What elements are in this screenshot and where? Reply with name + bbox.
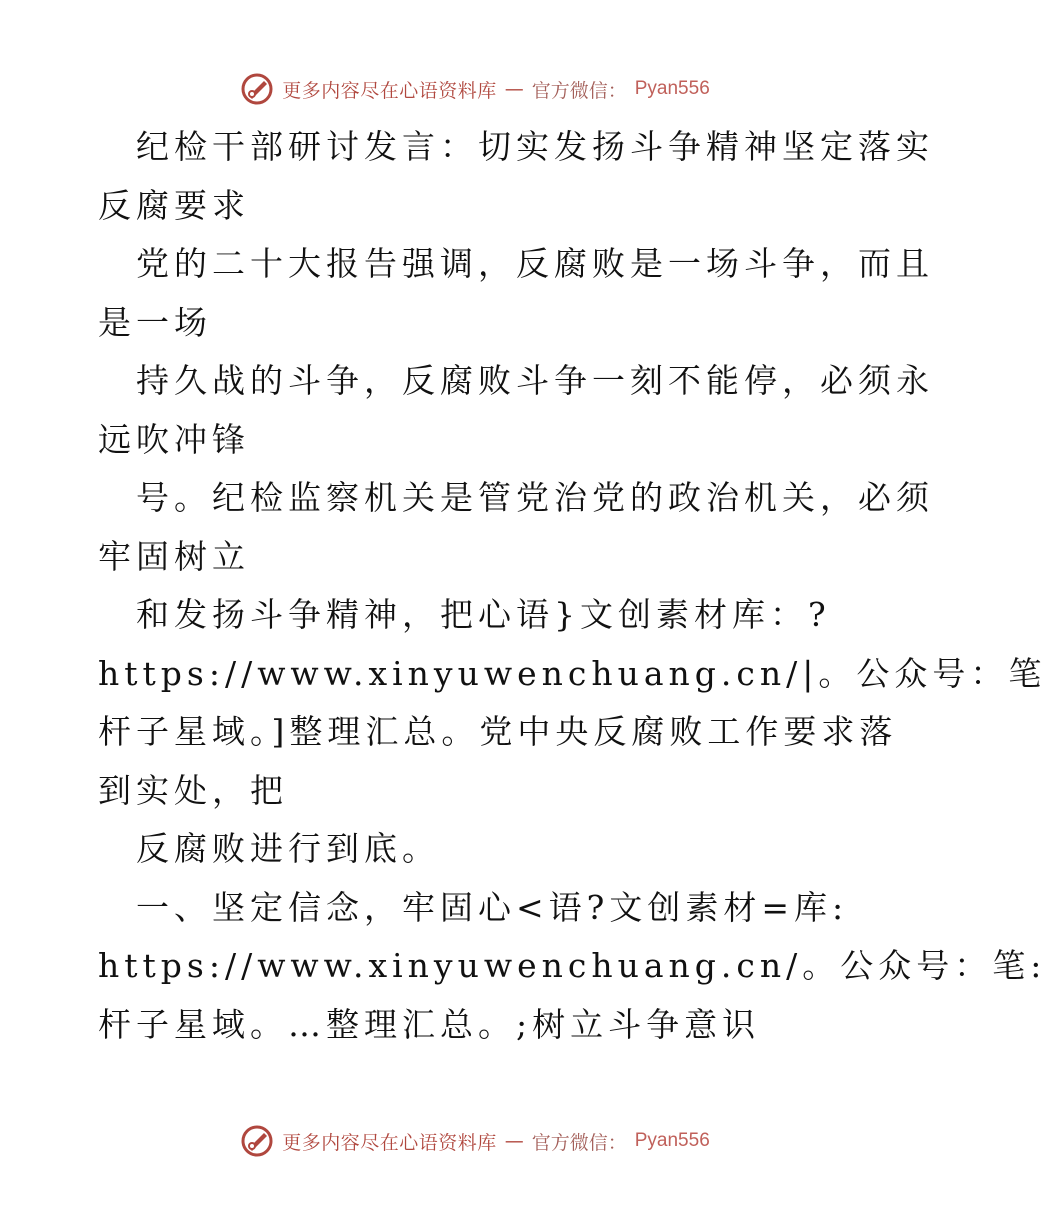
body-line: 反腐败进行到底。	[136, 829, 440, 868]
footer-banner	[0, 1124, 950, 1158]
body-line-url: https://www.xinyuwenchuang.cn/。公众号：笔:	[98, 946, 1046, 985]
body-line-url: https://www.xinyuwenchuang.cn/|。公众号：笔	[98, 653, 1046, 693]
banner-wechat-id: Pyan556	[634, 78, 710, 99]
banner-wechat-label: 官方微信：	[531, 79, 627, 102]
body-line: 远吹冲锋	[98, 419, 250, 459]
body-line: 是一场	[98, 302, 212, 342]
banner-wechat-id: Pyan556	[634, 1130, 710, 1151]
body-line: 牢固树立	[98, 536, 250, 576]
body-line: 杆子星域。…整理汇总。;树立斗争意识	[98, 1004, 761, 1044]
banner-dash: —	[504, 78, 524, 100]
body-line: 持久战的斗争，反腐败斗争一刻不能停，必须永	[136, 361, 934, 400]
header-banner	[0, 72, 950, 106]
banner-wechat-label: 官方微信：	[531, 1131, 627, 1154]
document-body	[98, 118, 1046, 1054]
body-line: 到实处，把	[98, 770, 288, 810]
section-heading-line: 一、坚定信念，牢固心<语?文创素材=库:	[136, 887, 849, 927]
banner-dash: —	[504, 1130, 524, 1152]
body-line: 和发扬斗争精神，把心语}文创素材库：?	[136, 595, 831, 634]
banner-text: 更多内容尽在心语资料库	[282, 1131, 497, 1154]
body-line: 党的二十大报告强调，反腐败是一场斗争，而且	[136, 244, 934, 283]
red-seal-logo-icon	[240, 1124, 274, 1158]
body-line: 杆子星域。]整理汇总。党中央反腐败工作要求落	[98, 712, 898, 751]
title-line-1: 纪检干部研讨发言：切实发扬斗争精神坚定落实	[136, 127, 934, 166]
red-seal-logo-icon	[240, 72, 274, 106]
banner-text: 更多内容尽在心语资料库	[282, 79, 497, 102]
title-line-2: 反腐要求	[98, 185, 250, 225]
body-line: 号。纪检监察机关是管党治党的政治机关，必须	[136, 478, 934, 517]
